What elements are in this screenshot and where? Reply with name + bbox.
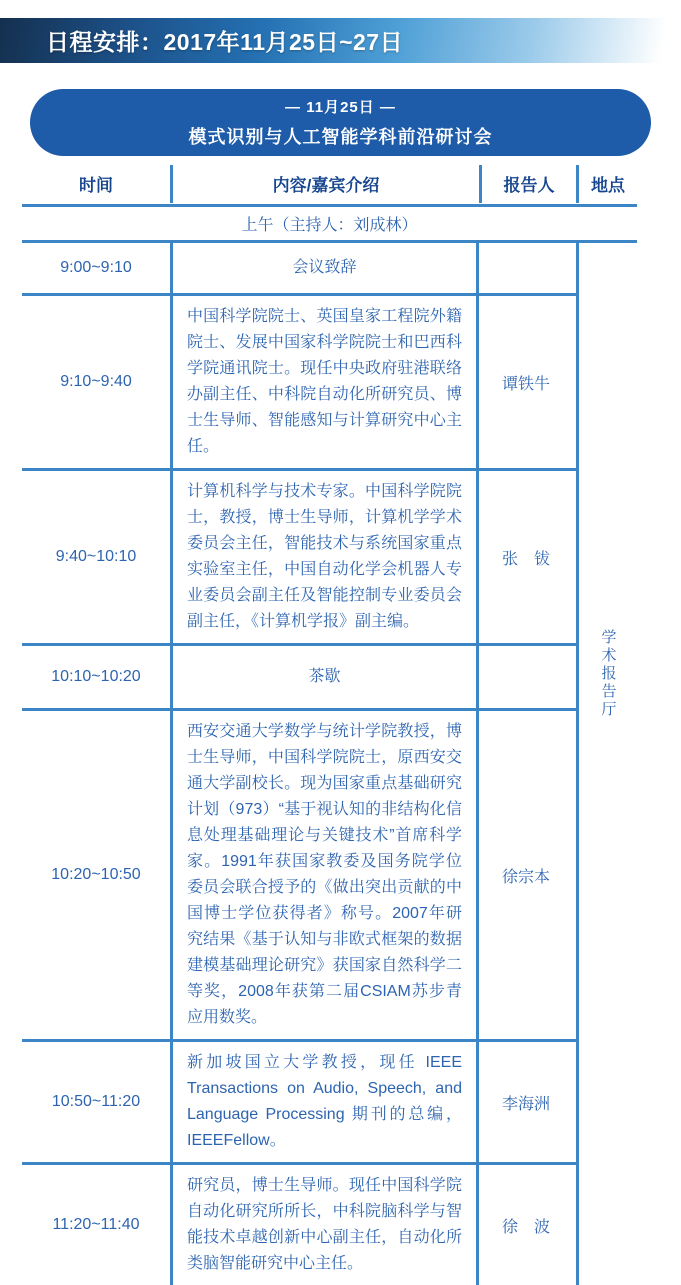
schedule-table: [22, 157, 637, 1285]
location-label: 学术报告厅: [599, 629, 617, 719]
time-cell: 9:00~9:10: [60, 259, 132, 276]
col-header-content: 内容/嘉宾介绍: [170, 165, 479, 203]
location-cell: [576, 243, 637, 1285]
table-header-row: [22, 157, 637, 204]
table-row: [22, 296, 576, 471]
table-row: [22, 243, 576, 296]
time-cell: 10:50~11:20: [51, 1093, 141, 1110]
time-cell: 11:20~11:40: [52, 1216, 140, 1233]
content-text: 茶歇: [308, 668, 341, 685]
content-cell: [170, 471, 476, 643]
content-cell: [170, 243, 476, 293]
time-cell: 9:40~10:10: [55, 548, 137, 565]
speaker-cell: [476, 243, 573, 293]
col-header-time: 时间: [79, 176, 113, 195]
session-card: [30, 89, 651, 156]
speaker-cell: 徐 波: [476, 1165, 573, 1285]
content-text: 新加坡国立大学教授，现任 IEEE Transactions on Audio, Speech, and Language Processing 期刊的总编，IEEEFellow。: [187, 1054, 462, 1149]
table-row: [22, 711, 576, 1042]
speaker-cell: 徐宗本: [476, 711, 573, 1039]
table-row: [22, 1042, 576, 1165]
table-row: [22, 646, 576, 711]
content-text: 西安交通大学数学与统计学院教授，博士生导师，中国科学院院士，原西安交通大学副校长。现为国家重点基础研究计划（973）“基于视认知的非结构化信息处理基础理论与关键技术”首席科学家。1991年获国家教委及国务院学位委员会联合授予的《做出突出贡献的中国博士学位获得者》称号。2007年研究结果《基于认知与非欧式框架的数据建模基础理论研究》获国家自然科学二等奖，2008年获第二届CSIAM苏步青应用数奖。: [187, 723, 462, 1026]
content-text: 中国科学院院士、英国皇家工程院外籍院士、发展中国家科学院院士和巴西科学院通讯院士。现任中央政府驻港联络办副主任、中科院自动化所研究员、博士生导师、智能感知与计算研究中心主任。: [187, 308, 462, 455]
content-text: 研究员，博士生导师。现任中国科学院自动化研究所所长，中科院脑科学与智能技术卓越创新中心副主任，自动化所类脑智能研究中心主任。: [187, 1177, 462, 1272]
session-date: — 11月25日 —: [285, 99, 396, 116]
content-text: 会议致辞: [292, 259, 357, 276]
col-header-location: 地点: [576, 165, 637, 203]
speaker-cell: 张 钹: [476, 471, 573, 643]
speaker-cell: 李海洲: [476, 1042, 573, 1162]
table-body: [22, 243, 637, 1285]
time-cell: 9:10~9:40: [60, 373, 132, 390]
speaker-cell: [476, 646, 573, 708]
session-title: 模式识别与人工智能学科前沿研讨会: [188, 127, 493, 147]
speaker-cell: 谭铁牛: [476, 296, 573, 468]
session-chair-row: 上午（主持人：刘成林）: [241, 217, 418, 234]
rows-column: [22, 243, 576, 1285]
col-header-speaker: 报告人: [479, 165, 576, 203]
table-row: [22, 471, 576, 646]
time-cell: 10:20~10:50: [51, 866, 141, 883]
content-cell: [170, 1165, 476, 1285]
content-cell: [170, 1042, 476, 1162]
schedule-banner: [0, 18, 681, 63]
time-cell: 10:10~10:20: [51, 668, 141, 685]
banner-title: 日程安排：2017年11月25日~27日: [46, 29, 404, 55]
content-cell: [170, 296, 476, 468]
content-cell: [170, 646, 476, 708]
table-row: [22, 1165, 576, 1285]
content-text: 计算机科学与技术专家。中国科学院院士，教授，博士生导师，计算机学学术委员会主任，智能技术与系统国家重点实验室主任，中国自动化学会机器人专业委员会副主任及智能控制专业委员会副主任，《计算机学报》副主编。: [187, 483, 462, 630]
content-cell: [170, 711, 476, 1039]
